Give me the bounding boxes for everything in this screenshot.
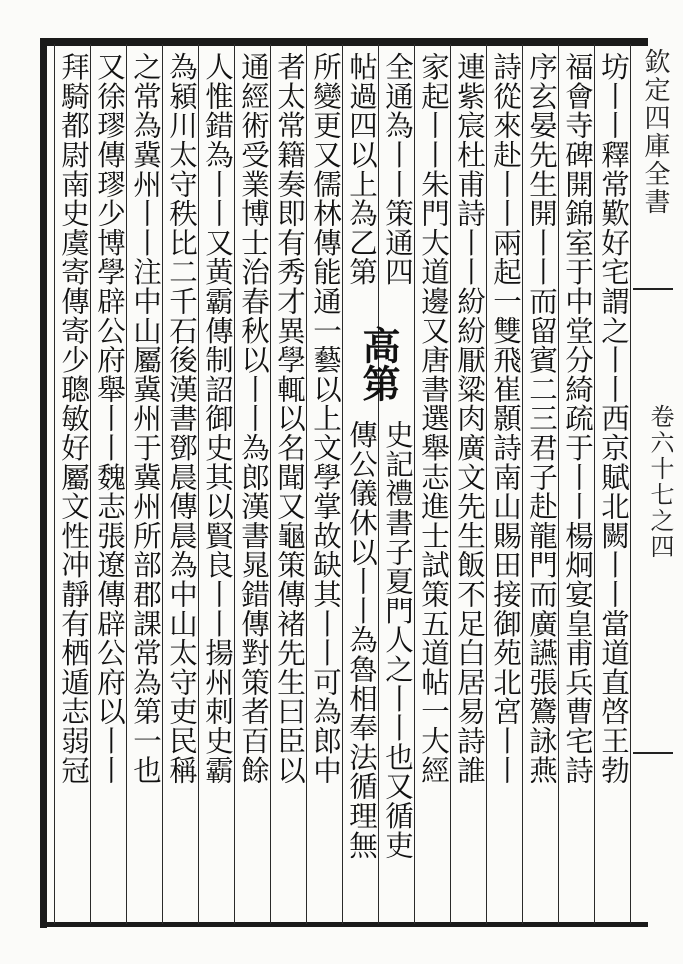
text-column-4: 詩從來赴丨丨兩起一雙飛崔顥詩南山賜田接御苑北宮丨丨 bbox=[489, 52, 522, 785]
text-column-14: 之常為冀州丨丨注中山屬冀州于冀州所部郡課常為第一也 bbox=[129, 52, 162, 785]
text-column-16: 拜騎都尉南史虞寄傳寄少聰敏好屬文性冲靜有栖遁志弱冠 bbox=[57, 52, 90, 785]
text-column-10: 者太常籍奏即有秀才異學輒以名聞又龜策傳褚先生曰臣以 bbox=[273, 52, 306, 785]
text-column-12: 人惟錯為丨丨又黄霸傳制詔御史其以賢良丨丨揚州刺史霸 bbox=[201, 52, 234, 785]
frame-left-border bbox=[40, 38, 47, 928]
text-column-15: 又徐璆傳璆少博學辟公府舉丨丨魏志張遼傳辟公府以丨丨 bbox=[93, 52, 126, 785]
text-column-7-upper: 全通為丨丨策通四 bbox=[381, 52, 414, 287]
volume-label: 卷六十七之四 bbox=[646, 404, 674, 560]
frame-top-border bbox=[40, 38, 648, 46]
text-column-8-upper: 帖過四以上為乙第 bbox=[345, 52, 378, 287]
text-column-8-lower: 傳公儀休以丨丨為魯相奉法循理無 bbox=[345, 420, 378, 860]
text-column-11: 通經術受業博士治春秋以丨丨為郎漢書晁錯傳對策者百餘 bbox=[237, 52, 270, 785]
margin-column bbox=[633, 48, 681, 928]
book-title: 欽定四庫全書 bbox=[640, 48, 670, 216]
entry-heading: 高第 bbox=[356, 326, 401, 402]
margin-fish-tail-mark bbox=[633, 752, 673, 754]
text-column-9: 所變更又儒林傳能通一藝以上文學掌故缺其丨丨可為郎中 bbox=[309, 52, 342, 785]
margin-fish-tail-mark bbox=[633, 288, 673, 290]
text-column-1: 坊丨丨釋常歎好宅謂之丨丨西京賦北闕丨丨當道直啓王勃 bbox=[597, 52, 630, 785]
text-column-2: 福會寺碑開錦室于中堂分綺疏于丨丨楊炯宴皇甫兵曹宅詩 bbox=[561, 52, 594, 785]
text-column-6: 家起丨丨朱門大道邊又唐書選舉志進士試策五道帖一大經 bbox=[417, 52, 450, 785]
text-column-3: 序玄晏先生開丨丨而留賓二三君子赴龍門而廣讌張鷟詠燕 bbox=[525, 52, 558, 785]
frame-bottom-border bbox=[40, 922, 648, 927]
text-column-13: 為潁川太守秩比二千石後漢書鄧晨傳晨為中山太守吏民稱 bbox=[165, 52, 198, 785]
text-column-5: 連紫宸杜甫詩丨丨紛紛厭粱肉廣文先生飯不足白居易詩誰 bbox=[453, 52, 486, 785]
text-column-7-lower: 史記禮書子夏門人之丨丨也又循吏 bbox=[381, 420, 414, 860]
